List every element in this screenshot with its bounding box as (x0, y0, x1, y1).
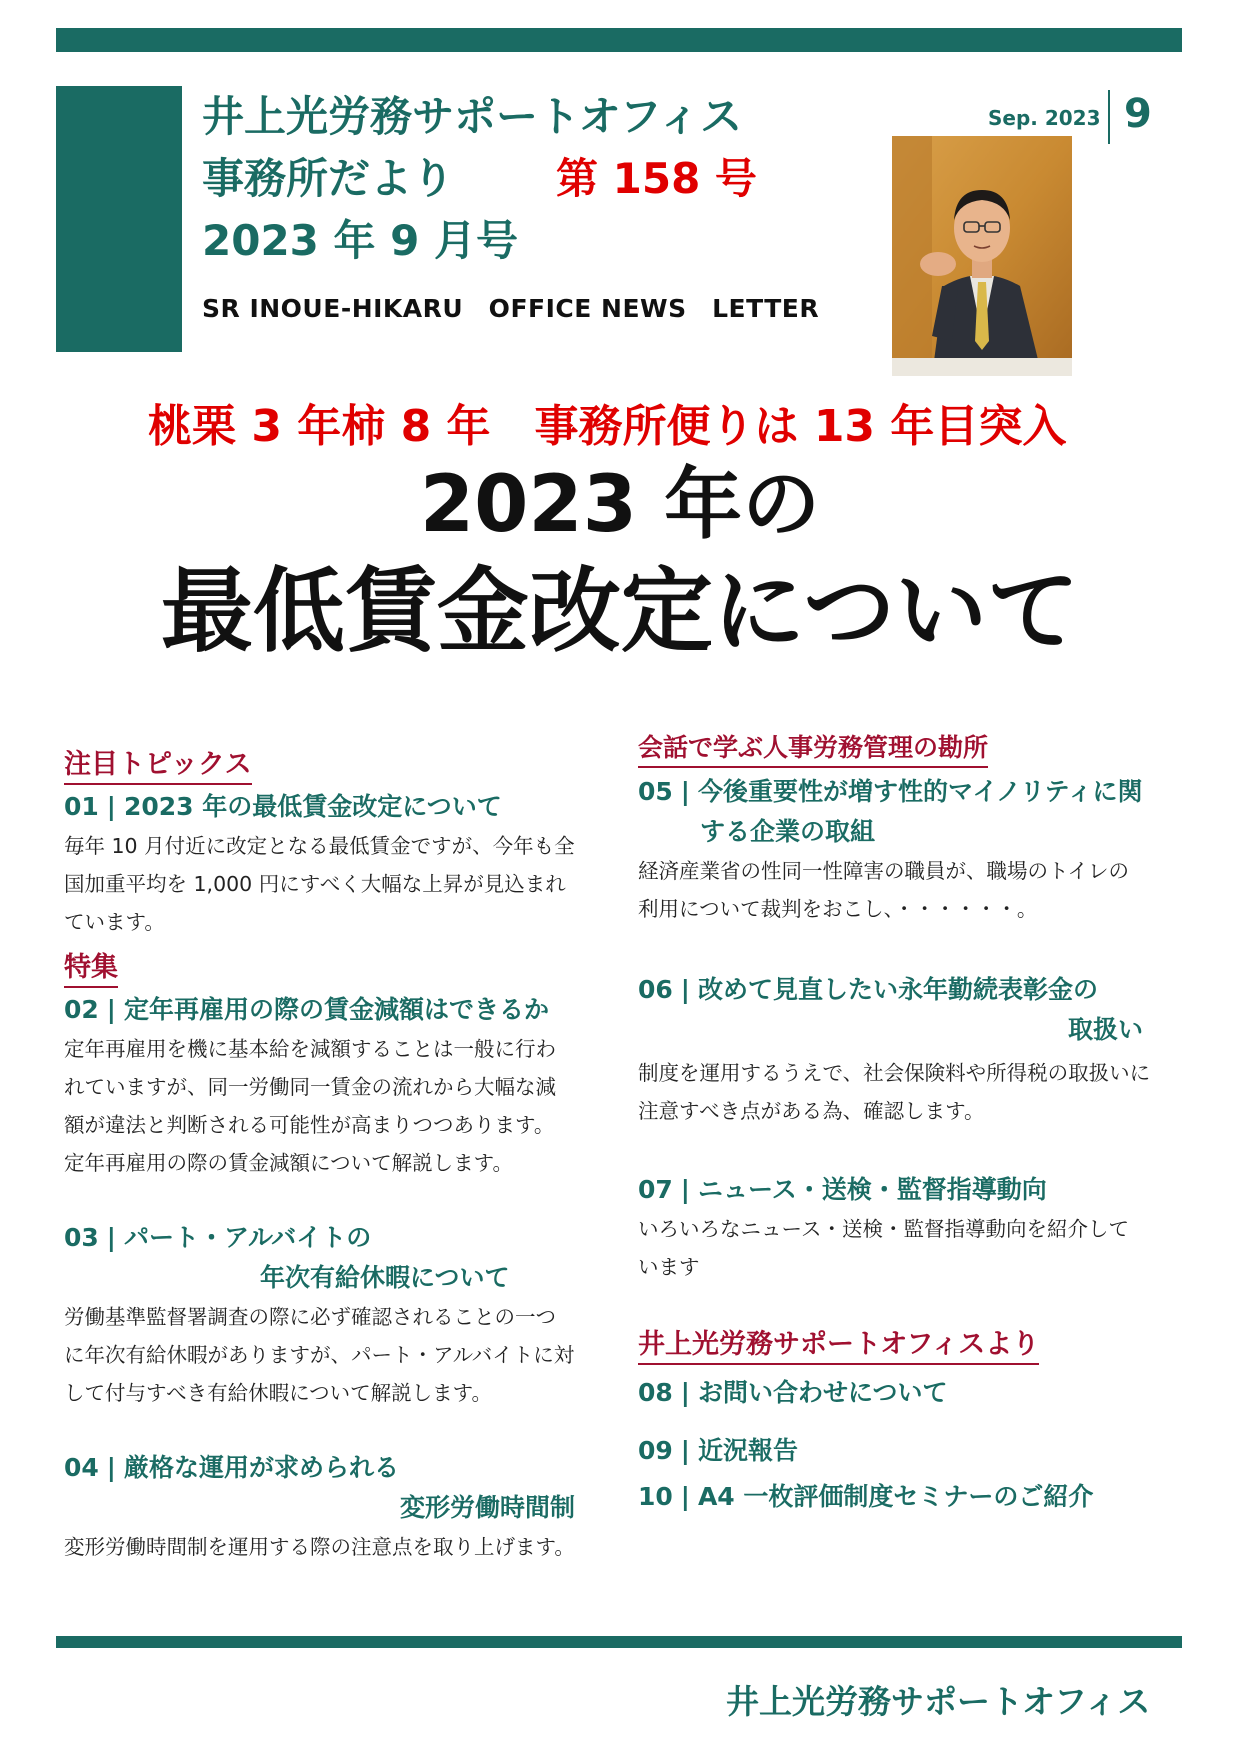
topic-05-title-line2: する企業の取組 (700, 817, 876, 846)
separator: | (680, 975, 690, 1004)
footer-office-name: 井上光労務サポートオフィス (726, 1682, 1151, 1721)
desc-line: います (638, 1255, 700, 1279)
desc-line: して付与すべき有給休暇について解説します。 (64, 1381, 493, 1405)
topic-01-title[interactable] (64, 787, 624, 827)
topic-02-title[interactable] (64, 990, 624, 1030)
desc-line: 毎年 10 月付近に改定となる最低賃金ですが、今年も全 (64, 834, 575, 858)
topic-04-title[interactable] (64, 1448, 624, 1528)
topic-09-number: 09 (638, 1436, 673, 1465)
topic-09-heading: 近況報告 (697, 1436, 798, 1465)
topic-06-description (638, 1054, 1178, 1130)
topic-05-title-line1 (638, 772, 1178, 812)
topic-08-title[interactable] (638, 1373, 1178, 1413)
topic-06-title[interactable] (638, 970, 1178, 1050)
topic-08-heading: お問い合わせについて (697, 1378, 948, 1407)
separator: | (680, 777, 690, 806)
topic-06-title-line1 (638, 970, 1178, 1010)
month-issue: 2023 年 9 月号 (202, 216, 518, 265)
left-column (64, 742, 624, 1566)
newsletter-title: 事務所だより (202, 154, 455, 203)
topic-10-title[interactable] (638, 1477, 1178, 1517)
desc-line: いろいろなニュース・送検・監督指導動向を紹介して (638, 1217, 1129, 1241)
topic-03-heading: パート・アルバイトの (123, 1223, 372, 1252)
desc-line: 変形労働時間制を運用する際の注意点を取り上げます。 (64, 1535, 575, 1559)
issue-date: Sep. 2023 (988, 106, 1101, 130)
desc-line: 経済産業省の性同一性障害の職員が、職場のトイレの (638, 859, 1129, 883)
desc-line: 定年再雇用を機に基本給を減額することは一般に行わ (64, 1037, 556, 1061)
topic-06-title-line2: 取扱い (1068, 1015, 1144, 1044)
topic-07-description (638, 1210, 1178, 1286)
topic-01-description (64, 827, 624, 941)
portrait-photo (892, 136, 1072, 376)
topic-05-description (638, 852, 1178, 928)
newsletter-subtitle: SR INOUE-HIKARU OFFICE NEWS LETTER (202, 294, 820, 323)
topic-03-number: 03 (64, 1223, 99, 1252)
separator: | (106, 1453, 116, 1482)
anniversary-banner: 桃栗 3 年柿 8 年 事務所便りは 13 年目突入 (148, 401, 1067, 452)
topic-04-number: 04 (64, 1453, 99, 1482)
topic-06-heading: 改めて見直したい永年勤続表彰金の (697, 975, 1098, 1004)
right-column (638, 728, 1178, 1517)
separator: | (680, 1436, 690, 1465)
topic-09-title[interactable] (638, 1431, 1178, 1471)
topic-01-heading: 2023 年の最低賃金改定について (123, 792, 502, 821)
separator: | (680, 1482, 690, 1511)
topic-10-heading: A4 一枚評価制度セミナーのご紹介 (697, 1482, 1094, 1511)
topic-04-heading: 厳格な運用が求められる (123, 1453, 399, 1482)
separator: | (106, 792, 116, 821)
topic-04-title-line2: 変形労働時間制 (400, 1493, 576, 1522)
desc-line: 注意すべき点がある為、確認します。 (638, 1099, 985, 1123)
month-number: 9 (1124, 91, 1152, 137)
topic-05-heading: 今後重要性が増す性的マイノリティに関 (697, 777, 1143, 806)
topic-10-number: 10 (638, 1482, 673, 1511)
topic-08-number: 08 (638, 1378, 673, 1407)
topic-03-title-line1 (64, 1218, 624, 1258)
bottom-bar (56, 1636, 1182, 1648)
topic-07-number: 07 (638, 1175, 673, 1204)
desc-line: 定年再雇用の際の賃金減額について解説します。 (64, 1151, 513, 1175)
portrait-illustration (892, 136, 1072, 376)
topic-03-title[interactable] (64, 1218, 624, 1298)
desc-line: に年次有給休暇がありますが、パート・アルバイトに対 (64, 1343, 575, 1367)
topic-05-title[interactable] (638, 772, 1178, 852)
topic-01-number: 01 (64, 792, 99, 821)
section-heading-conversation: 会話で学ぶ人事労務管理の勘所 (638, 728, 988, 768)
office-name-title: 井上光労務サポートオフィス (202, 92, 743, 141)
section-heading-office: 井上光労務サポートオフィスより (638, 1322, 1039, 1365)
topic-05-number: 05 (638, 777, 673, 806)
desc-line: 額が違法と判断される可能性が高まりつつあります。 (64, 1113, 555, 1137)
desc-line: ています。 (64, 910, 165, 934)
date-divider (1108, 90, 1110, 144)
topic-04-description (64, 1528, 624, 1566)
topic-02-description (64, 1030, 624, 1182)
separator: | (680, 1175, 690, 1204)
top-bar (56, 28, 1182, 52)
section-heading-feature: 特集 (64, 945, 118, 988)
header-accent-block (56, 86, 182, 352)
topic-04-title-line1 (64, 1448, 624, 1488)
topic-07-heading: ニュース・送検・監督指導動向 (697, 1175, 1047, 1204)
main-title-line1: 2023 年の (419, 460, 821, 550)
section-heading-topics: 注目トピックス (64, 742, 252, 785)
separator: | (106, 995, 116, 1024)
topic-02-number: 02 (64, 995, 99, 1024)
topic-02-heading: 定年再雇用の際の賃金減額はできるか (123, 995, 549, 1024)
separator: | (106, 1223, 116, 1252)
desc-line: 制度を運用するうえで、社会保険料や所得税の取扱いに (638, 1061, 1151, 1085)
topic-03-description (64, 1298, 624, 1412)
topic-07-title[interactable] (638, 1170, 1178, 1210)
desc-line: れていますが、同一労働同一賃金の流れから大幅な減 (64, 1075, 556, 1099)
desc-line: 利用について裁判をおこし、・・・・・・。 (638, 897, 1038, 921)
topic-03-title-line2: 年次有給休暇について (260, 1263, 510, 1292)
topic-06-number: 06 (638, 975, 673, 1004)
main-title-line2: 最低賃金改定について (160, 558, 1080, 665)
separator: | (680, 1378, 690, 1407)
issue-number: 第 158 号 (556, 154, 757, 203)
desc-line: 国加重平均を 1,000 円にすべく大幅な上昇が見込まれ (64, 872, 566, 896)
desc-line: 労働基準監督署調査の際に必ず確認されることの一つ (64, 1305, 556, 1329)
